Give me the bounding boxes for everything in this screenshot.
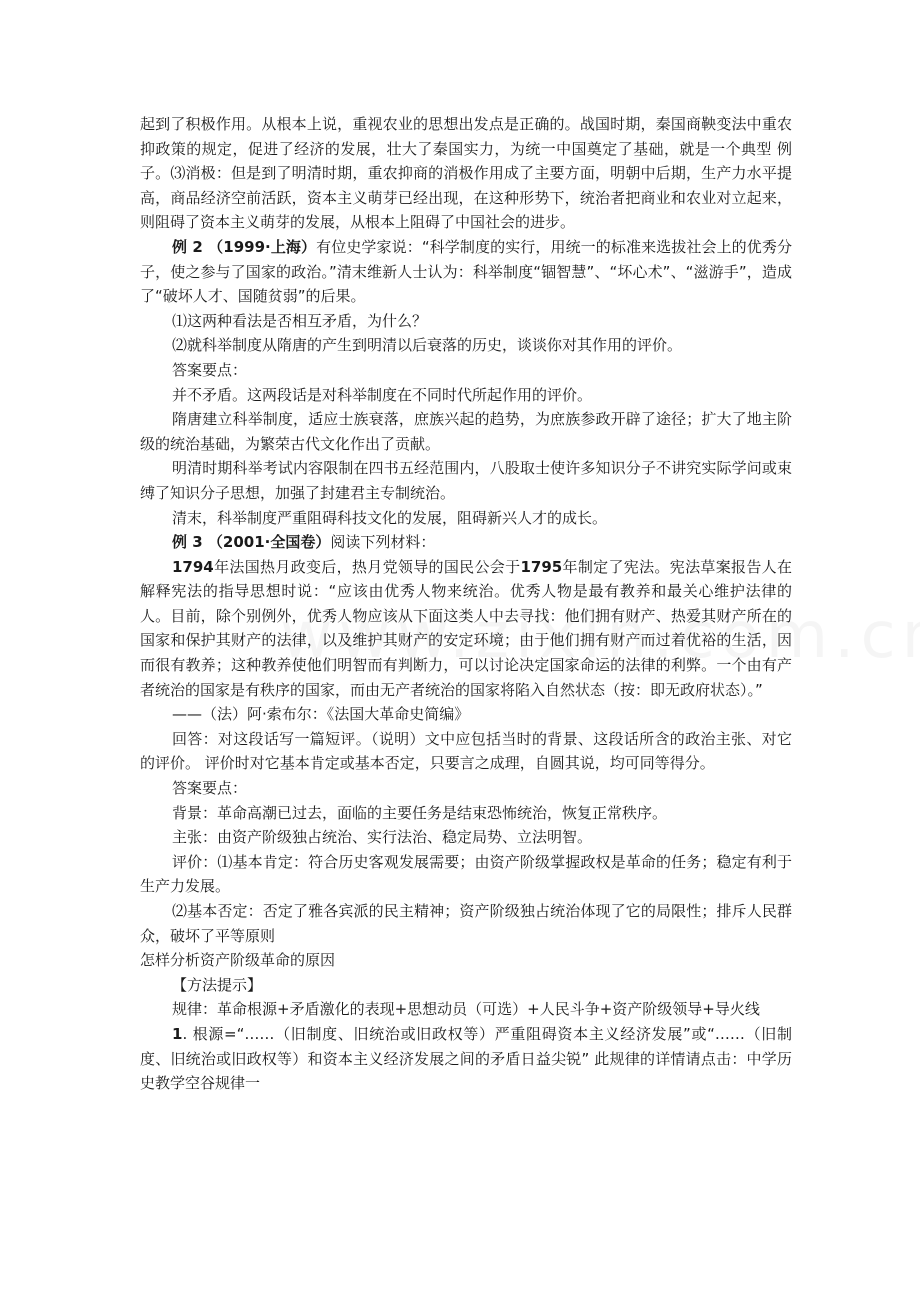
material-source: ——（法）阿·索布尔：《法国大革命史简编》 <box>172 705 470 724</box>
paragraph-intro: 起到了积极作用。从根本上说，重视农业的思想出发点是正确的。战国时期，秦国商鞅变法中重农抑政策的规定，促进了经济的发展，壮大了秦国实力，为统一中国奠定了基础，就是一个典型 例子。⑶消极：但是到了明清时期，重农抑商的消极作用成了主要方面，明朝中后期，生产力水平提高，商品经济空前活跃，资本主义萌芽已经出现，在这种形势下，统治者把商业和农业对立起来，则阻碍了资本主义萌芽的发展，从根本上阻碍了中国社会的进步。 <box>140 115 792 232</box>
answer-point-1: 并不矛盾。这两段话是对科举制度在不同时代所起作用的评价。 <box>172 385 593 404</box>
answer-evaluation-1: 评价：⑴基本肯定：符合历史客观发展需要；由资产阶级掌握政权是革命的任务；稳定有利于生产力发展。 <box>140 852 792 896</box>
reply-instruction: 回答：对这段话写一篇短评。（说明）文中应包括当时的背景、这段话所含的政治主张、对它的评价。 评价时对它基本肯定或基本否定，只要言之成理，自圆其说，均可同等得分。 <box>140 729 792 773</box>
answer-point-2: 隋唐建立科举制度，适应士族衰落，庶族兴起的趋势，为庶族参政开辟了途径；扩大了地主阶级的统治基础，为繁荣古代文化作出了贡献。 <box>140 410 792 453</box>
answer-label: 答案要点： <box>172 779 248 798</box>
example-2-text: 有位史学家说：“科学制度的实行，用统一的标准来选拔社会上的优秀分子，使之参与了国家的政治。”清末维新人士认为：科举制度“锢智慧”、“坏心术”、“滋游手”，造成了“破坏人才、国随贫弱”的后果。 <box>140 237 792 306</box>
example-3 <box>140 530 792 555</box>
document-body <box>140 112 792 1096</box>
material-text-a: 年法国热月政变后，热月党领导的国民公会于 <box>213 557 521 576</box>
root-paragraph <box>140 1022 792 1096</box>
material-text-b: 年制定了宪法。宪法草案报告人在解释宪法的指导思想时说：“应该由优秀人物来统治。优秀人物是最有教养和最关心维护法律的人。目前，除个别例外，优秀人物应该从下面这类人中去寻找：他们拥有财产、热爱其财产所在的国家和保护其财产的法律，以及维护其财产的安定环境；由于他们拥有财产而过着优裕的生活，因而很有教养；这种教养使他们明智而有判断力，可以讨论决定国家命运的法律的利弊。一个由有产者统治的国家是有秩序的国家，而由无产者统治的国家将陷入自然状态（按：即无政府状态）。” <box>140 557 792 699</box>
answer-claim: 主张：由资产阶级独占统治、实行法治、稳定局势、立法明智。 <box>172 828 593 847</box>
root-text: . 根源=“……（旧制度、旧统治或旧政权等）严重阻碍资本主义经济发展”或“……（旧制度、旧统治或旧政权等）和资本主义经济发展之间的矛盾日益尖锐” 此规律的详情请点击：中学历史教学空谷规律一 <box>140 1024 792 1093</box>
section-heading: 怎样分析资产阶级革命的原因 <box>140 951 336 970</box>
material-year-1795: 1795 <box>520 557 563 576</box>
root-number: 1 <box>172 1024 183 1043</box>
question-1: ⑴这两种看法是否相互矛盾，为什么？ <box>172 311 428 330</box>
answer-evaluation-2: ⑵基本否定：否定了雅各宾派的民主精神；资产阶级独占统治体现了它的局限性；排斥人民群众，破坏了平等原则 <box>140 902 792 945</box>
answer-background: 背景：革命高潮已过去，面临的主要任务是结束恐怖统治，恢复正常秩序。 <box>172 803 668 822</box>
material-year-1794: 1794 <box>172 557 214 576</box>
answer-point-3: 明清时期科举考试内容限制在四书五经范围内，八股取士使许多知识分子不讲究实际学问或束缚了知识分子思想，加强了封建君主专制统治。 <box>140 459 792 502</box>
method-hint: 【方法提示】 <box>172 975 263 994</box>
answer-point-4: 清末，科举制度严重阻碍科技文化的发展，阻碍新兴人才的成长。 <box>172 508 608 527</box>
example-2-label: 例 2 （1999·上海） <box>172 237 317 256</box>
rule-paragraph: 规律：革命根源+矛盾激化的表现+思想动员（可选）+人民斗争+资产阶级领导+导火线 <box>172 1000 760 1019</box>
example-2 <box>140 235 792 309</box>
material-paragraph <box>140 555 792 703</box>
example-3-label: 例 3 （2001·全国卷） <box>172 533 331 552</box>
question-2: ⑵就科举制度从隋唐的产生到明清以后衰落的历史，谈谈你对其作用的评价。 <box>172 336 683 355</box>
example-3-text: 阅读下列材料： <box>330 533 436 552</box>
answer-label: 答案要点： <box>172 360 248 379</box>
